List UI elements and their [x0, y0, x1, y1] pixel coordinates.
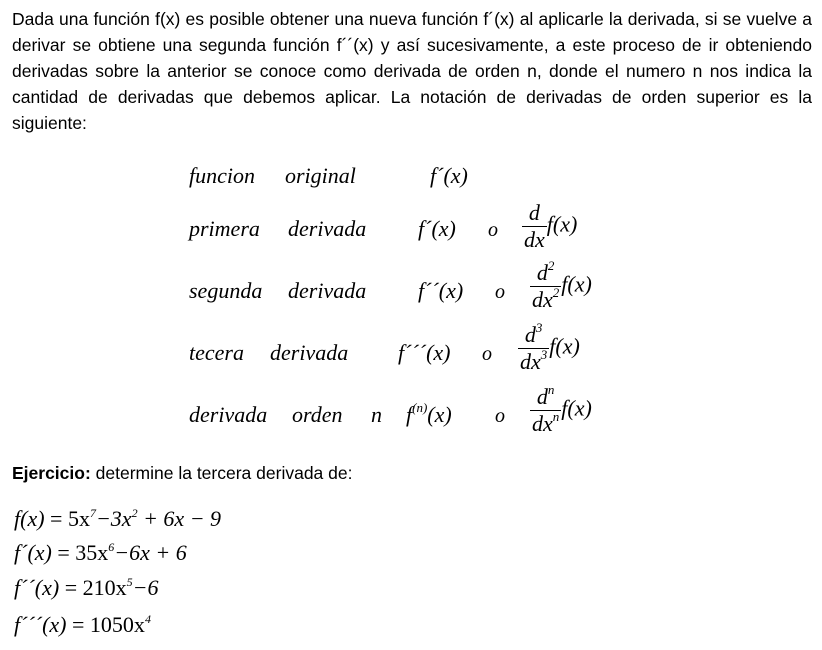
fraction-numerator: $d^3$	[518, 324, 549, 349]
leibniz-fraction	[530, 258, 561, 312]
equation-line: f´´(x) = $210x^5-6$	[14, 575, 159, 600]
function-arg: f(x)	[546, 211, 578, 237]
equation-line: f´(x) = $35x^6-6x + 6$	[14, 540, 187, 565]
leibniz-notation	[518, 320, 580, 374]
leibniz-fraction	[518, 320, 549, 374]
or-word: o	[488, 219, 498, 241]
row-label-word: derivada	[288, 278, 367, 303]
fraction-denominator: dx	[524, 227, 545, 252]
function-notation: f´(x)	[418, 216, 456, 241]
leibniz-notation	[522, 202, 577, 251]
exercise-heading	[12, 460, 352, 486]
fraction-denominator: $dx^3$	[520, 347, 548, 374]
or-word: o	[482, 343, 492, 365]
fraction-denominator: $dx^2$	[532, 285, 560, 312]
row-label-word: derivada	[288, 216, 367, 241]
fraction-numerator: d	[522, 202, 547, 227]
exercise-prompt: determine la tercera derivada de:	[90, 463, 353, 483]
function-arg: f(x)	[561, 271, 592, 297]
or-word: o	[495, 281, 505, 303]
fraction-numerator: $d^2$	[530, 262, 561, 287]
equation-line: f´´´(x) = $1050x^4$	[14, 612, 151, 637]
row-label-word: funcion	[189, 163, 255, 188]
row-label-word: derivada	[189, 402, 268, 427]
fraction-denominator: $dx^n$	[532, 409, 560, 436]
function-notation: f´´(x)	[418, 278, 464, 303]
function-notation: $f^{(n)}(x)$	[406, 400, 452, 427]
leibniz-notation	[530, 258, 592, 312]
row-label-word: original	[285, 163, 356, 188]
fraction-numerator: $d^n$	[530, 386, 561, 411]
equation-line: $f(x) = 5x^7-3x^2 + 6x - 9$	[14, 506, 222, 531]
row-label-word: n	[371, 402, 382, 427]
row-label-word: tecera	[189, 340, 244, 365]
leibniz-fraction	[530, 382, 561, 436]
function-arg: f(x)	[549, 333, 580, 359]
leibniz-notation	[530, 382, 592, 436]
function-notation: f´´´(x)	[398, 340, 451, 365]
row-label-word: segunda	[189, 278, 263, 303]
exercise-label: Ejercicio:	[12, 463, 91, 483]
leibniz-fraction	[522, 202, 547, 251]
row-label-word: primera	[189, 216, 260, 241]
intro-paragraph: Dada una función f(x) es posible obtener una nueva función f´(x) al aplicarle la derivada, si se vuelve a derivar se obtiene una segunda función f´´(x) y así sucesivamente, a este proceso de ir obteniendo derivadas sobre la anterior se conoce como derivada de orden n, donde el numero n nos indica la cantidad de derivadas que debemos aplicar. La notación de derivadas de orden superior es la siguiente:	[12, 9, 812, 133]
function-notation: f´(x)	[430, 163, 468, 188]
row-label-word: orden	[292, 402, 343, 427]
function-arg: f(x)	[561, 395, 592, 421]
or-word: o	[495, 405, 505, 427]
row-label-word: derivada	[270, 340, 349, 365]
